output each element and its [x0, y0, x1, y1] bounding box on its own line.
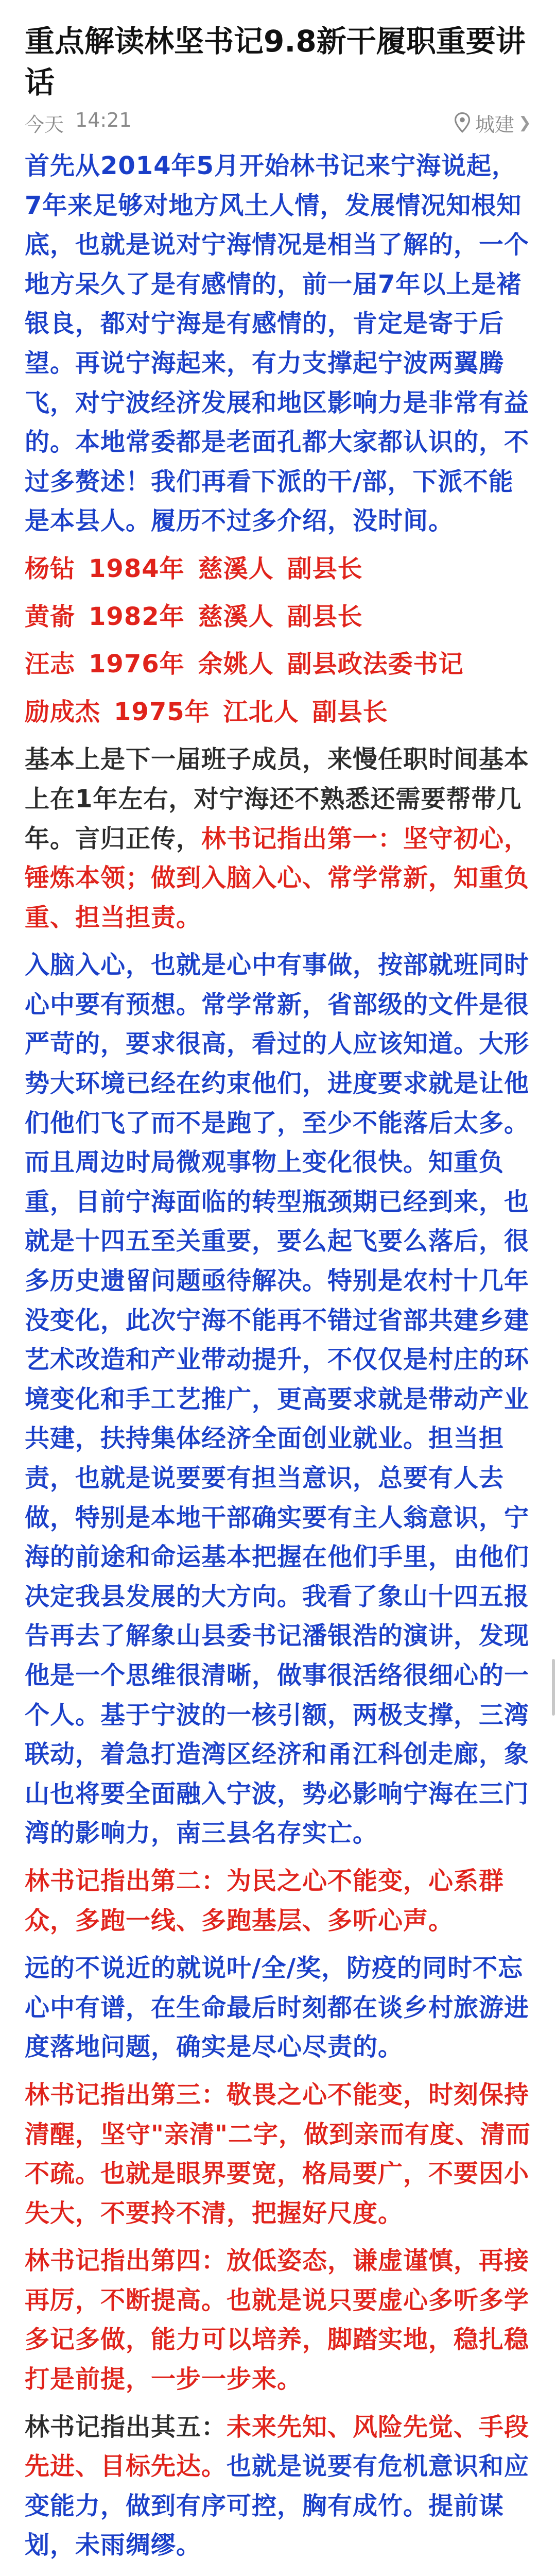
article-body: [0, 139, 556, 2576]
paragraph-team: [25, 740, 531, 937]
official-position: 副县长: [287, 554, 363, 583]
official-row: [25, 645, 531, 684]
official-year: 1982年: [89, 602, 185, 631]
official-row: [25, 549, 531, 589]
paragraph-point-five: [25, 2408, 531, 2565]
official-year: 1975年: [114, 697, 210, 726]
team-text: 基本上是下一届班子成员，来慢任职时间基本上在1年左右，对宁海还不熟悉还需要帮带几年。言归正传，: [25, 745, 530, 853]
point-five-lead: 林书记指出其五：: [25, 2412, 227, 2442]
official-row: [25, 692, 531, 732]
official-position: 副县政法委书记: [287, 650, 464, 679]
location-label: 城建: [475, 113, 514, 136]
location-tag[interactable]: [454, 109, 531, 137]
publish-time: 14:21: [75, 108, 132, 131]
official-row: [25, 597, 531, 637]
point-two: 林书记指出第二：为民之心不能变，心系群众，多跑一线、多跑基层、多听心声。: [25, 1866, 505, 1935]
official-origin: 江北人: [223, 697, 299, 726]
point-one: 林书记指出第一：坚守初心，锤炼本领；做到入脑入心、常学常新，知重负重、担当担责。: [25, 824, 530, 932]
official-position: 副县长: [312, 697, 388, 726]
official-origin: 慈溪人: [198, 602, 274, 631]
paragraph-intro: 首先从2014年5月开始林书记来宁海说起，7年来足够对地方风土人情，发展情况知根知底，也就是说对宁海情况是相当了解的，一个地方呆久了是有感情的，前一届7年以上是褚银良，都对宁海是有感情的，肯定是寄于后望。再说宁海起来，有力支撑起宁波两翼腾飞，对宁波经济发展和地区影响力是非常有益的。本地常委都是老面孔都大家都认识的，不过多赘述！我们再看下派的干/部，下派不能是本县人。履历不过多介绍，没时间。: [25, 151, 530, 536]
article-title: 重点解读林坚书记9.8新干履职重要讲话: [25, 24, 526, 100]
point-five-explain: 也就是说要有危机意识和应变能力，做到有序可控，胸有成竹。提前谋划，未雨绸缪。: [25, 2452, 530, 2560]
official-origin: 慈溪人: [198, 554, 274, 583]
publish-info: [25, 109, 132, 137]
chevron-right-icon: ❯: [518, 113, 531, 132]
scrollbar[interactable]: [552, 1659, 555, 1716]
paragraph-summary: [25, 2573, 531, 2576]
official-name: 汪志: [25, 650, 76, 679]
paragraph-example: 远的不说近的就说叶/全/奖，防疫的同时不忘心中有谱，在生命最后时刻都在谈乡村旅游进度落地问题，确实是尽心尽责的。: [25, 1954, 530, 2062]
map-pin-icon: [454, 112, 471, 133]
publish-date: 今天: [25, 113, 64, 136]
article-meta: [0, 106, 556, 139]
official-position: 副县长: [287, 602, 363, 631]
officials-list: [25, 549, 531, 732]
point-five: 未来先知、风险先觉、手段先进、目标先达。: [25, 2412, 530, 2481]
official-name: 杨钻: [25, 554, 76, 583]
official-origin: 余姚人: [198, 650, 274, 679]
official-year: 1984年: [89, 554, 185, 583]
point-four: 林书记指出第四：放低姿态，谦虚谨慎，再接再厉，不断提高。也就是说只要虚心多听多学多记多做，能力可以培养，脚踏实地，稳扎稳打是前提，一步一步来。: [25, 2246, 530, 2394]
official-year: 1976年: [89, 650, 185, 679]
paragraph-analysis: 入脑入心，也就是心中有事做，按部就班同时心中要有预想。常学常新，省部级的文件是很严苛的，要求很高，看过的人应该知道。大形势大环境已经在约束他们，进度要求就是让他们他们飞了而不是跑了，至少不能落后太多。而且周边时局微观事物上变化很快。知重负重，目前宁海面临的转型瓶颈期已经到来，也就是十四五至关重要，要么起飞要么落后，很多历史遗留问题亟待解决。特别是农村十几年没变化，此次宁海不能再不错过省部共建乡建艺术改造和产业带动提升，不仅仅是村庄的环境变化和手工艺推广，更高要求就是带动产业共建，扶持集体经济全面创业就业。担当担责，也就是说要要有担当意识，总要有人去做，特别是本地干部确实要有主人翁意识，宁海的前途和命运基本把握在他们手里，由他们决定我县发展的大方向。我看了象山十四五报告再去了解象山县委书记潘银浩的演讲，发现他是一个思维很清晰，做事很活络很细心的一个人。基于宁波的一核引额，两极支撑，三湾联动，着急打造湾区经济和甬江科创走廊，象山也将要全面融入宁波，势必影响宁海在三门湾的影响力，南三县名存实亡。: [25, 951, 530, 1848]
official-name: 励成杰: [25, 697, 101, 726]
point-three: 林书记指出第三：敬畏之心不能变，时刻保持清醒，坚守"亲清"二字，做到亲而有度、清而不疏。也就是眼界要宽，格局要广，不要因小失大，不要拎不清，把握好尺度。: [25, 2080, 531, 2228]
official-name: 黄嵛: [25, 602, 76, 631]
